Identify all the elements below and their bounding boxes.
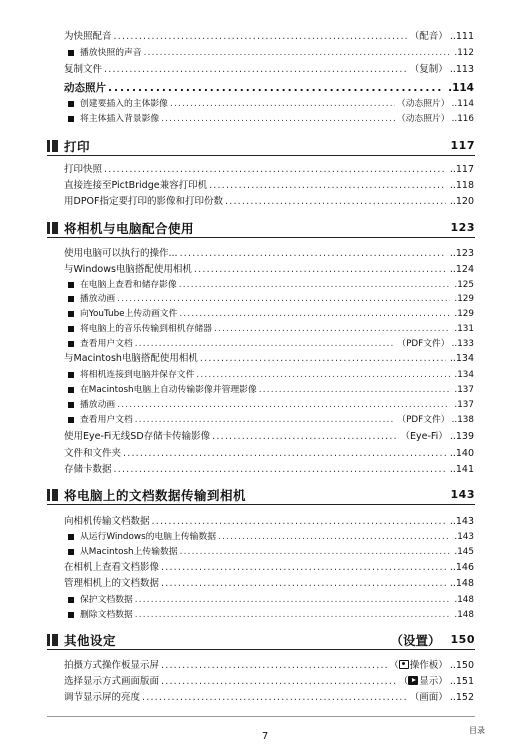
toc-entry[interactable]: 文件和文件夹 ..... ..140 xyxy=(64,447,474,461)
toc-subentry[interactable]: 创建要插入的主体影像 ..... （动态照片） ..114 xyxy=(68,97,474,111)
toc-subentry[interactable]: 播放动画 ..... .137 xyxy=(68,398,474,412)
section-heading[interactable]: 将电脑上的文档数据传输到相机 143 xyxy=(47,485,475,505)
toc-entry[interactable]: 调节显示屏的亮度 ..... （画面） ..152 xyxy=(64,691,474,705)
bullet-icon xyxy=(68,387,74,393)
toc-subentry[interactable]: 查看用户文档 ..... （PDF文件） ..133 xyxy=(68,337,474,351)
toc-entry[interactable]: 向相机传输文档数据 ..... ..143 xyxy=(64,515,474,529)
toc-entry[interactable]: 用DPOF指定要打印的影像和打印份数 ..... ..120 xyxy=(64,195,474,209)
section-heading[interactable]: 将相机与电脑配合使用 123 xyxy=(47,218,475,238)
toc-subentry[interactable]: 在电脑上查看和储存影像 ..... .125 xyxy=(68,278,474,292)
bullet-icon xyxy=(68,402,74,408)
bullet-icon xyxy=(68,311,74,317)
footer-contents-link[interactable]: 目录 xyxy=(469,726,485,735)
toc-entry[interactable]: 拍摄方式操作板显示屏 ..... （ 操作板） ..150 xyxy=(64,659,474,673)
toc-subentry[interactable]: 查看用户文档 ..... （PDF文件） ..138 xyxy=(68,413,474,427)
bullet-icon xyxy=(68,597,74,603)
section-heading[interactable]: 打印 117 xyxy=(47,136,475,156)
toc-entry[interactable]: 选择显示方式画面版面 ..... （ 显示） ..151 xyxy=(64,675,474,689)
toc-entry[interactable]: 为快照配音 ..... （配音） ..111 xyxy=(64,30,474,44)
section-marker-icon xyxy=(47,634,58,646)
bullet-icon xyxy=(68,612,74,618)
section-marker-icon xyxy=(47,140,58,152)
toc-subentry[interactable]: 在Macintosh电脑上自动传输影像并管理影像 ..... .137 xyxy=(68,383,474,397)
toc-subentry[interactable]: 向YouTube上传动画文件 ..... .129 xyxy=(68,307,474,321)
footer-divider xyxy=(47,716,475,717)
toc-subentry[interactable]: 将主体插入背景影像 ..... （动态照片） ..116 xyxy=(68,112,474,126)
toc-subentry[interactable]: 从Macintosh上传输数据 ..... .145 xyxy=(68,545,474,559)
toc-entry[interactable]: 存储卡数据 ..... ..141 xyxy=(64,463,474,477)
toc-entry[interactable]: 打印快照 ..... ..117 xyxy=(64,163,474,177)
toc-subentry[interactable]: 将电脑上的音乐传输到相机存储器 ..... .131 xyxy=(68,322,474,336)
toc-subentry[interactable]: 删除文档数据 ..... .148 xyxy=(68,608,474,622)
toc-entry[interactable]: 在相机上查看文档影像 ..... ..146 xyxy=(64,561,474,575)
toc-entry[interactable]: 管理相机上的文档数据 ..... ..148 xyxy=(64,577,474,591)
toc-subentry[interactable]: 保护文档数据 ..... .148 xyxy=(68,593,474,607)
bullet-icon xyxy=(68,282,74,288)
playback-icon xyxy=(408,676,418,685)
bullet-icon xyxy=(68,549,74,555)
section-marker-icon xyxy=(47,489,58,501)
toc-entry[interactable]: 复制文件 ..... （复制） ..113 xyxy=(64,63,474,77)
toc-subentry[interactable]: 从运行Windows的电脑上传输数据 ..... .143 xyxy=(68,530,474,544)
bullet-icon xyxy=(68,534,74,540)
bullet-icon xyxy=(68,296,74,302)
page-number: 7 xyxy=(261,731,269,742)
camera-icon xyxy=(399,660,409,669)
toc-subentry[interactable]: 将相机连接到电脑并保存文件 ..... .134 xyxy=(68,368,474,382)
toc-entry-bold[interactable]: 动态照片 ..... .114 xyxy=(64,81,474,95)
bullet-icon xyxy=(68,50,74,56)
bullet-icon xyxy=(68,101,74,107)
section-heading[interactable]: 其他设定 （设置） 150 xyxy=(47,630,475,650)
toc-entry[interactable]: 与Macintosh电脑搭配使用相机 ..... ..134 xyxy=(64,352,474,366)
bullet-icon xyxy=(68,341,74,347)
bullet-icon xyxy=(68,372,74,378)
bullet-icon xyxy=(68,116,74,122)
toc-subentry[interactable]: 播放动画 ..... .129 xyxy=(68,292,474,306)
toc-subentry[interactable]: 播放快照的声音 ..... .112 xyxy=(68,46,474,60)
toc-entry[interactable]: 与Windows电脑搭配使用相机 ..... ..124 xyxy=(64,263,474,277)
section-marker-icon xyxy=(47,222,58,234)
toc-entry[interactable]: 使用Eye-Fi无线SD存储卡传输影像 ..... （Eye-Fi） ..139 xyxy=(64,430,474,444)
toc-entry[interactable]: 直接连接至PictBridge兼容打印机 ..... ..118 xyxy=(64,179,474,193)
bullet-icon xyxy=(68,326,74,332)
toc-entry[interactable]: 使用电脑可以执行的操作... ..... ..123 xyxy=(64,247,474,261)
bullet-icon xyxy=(68,417,74,423)
